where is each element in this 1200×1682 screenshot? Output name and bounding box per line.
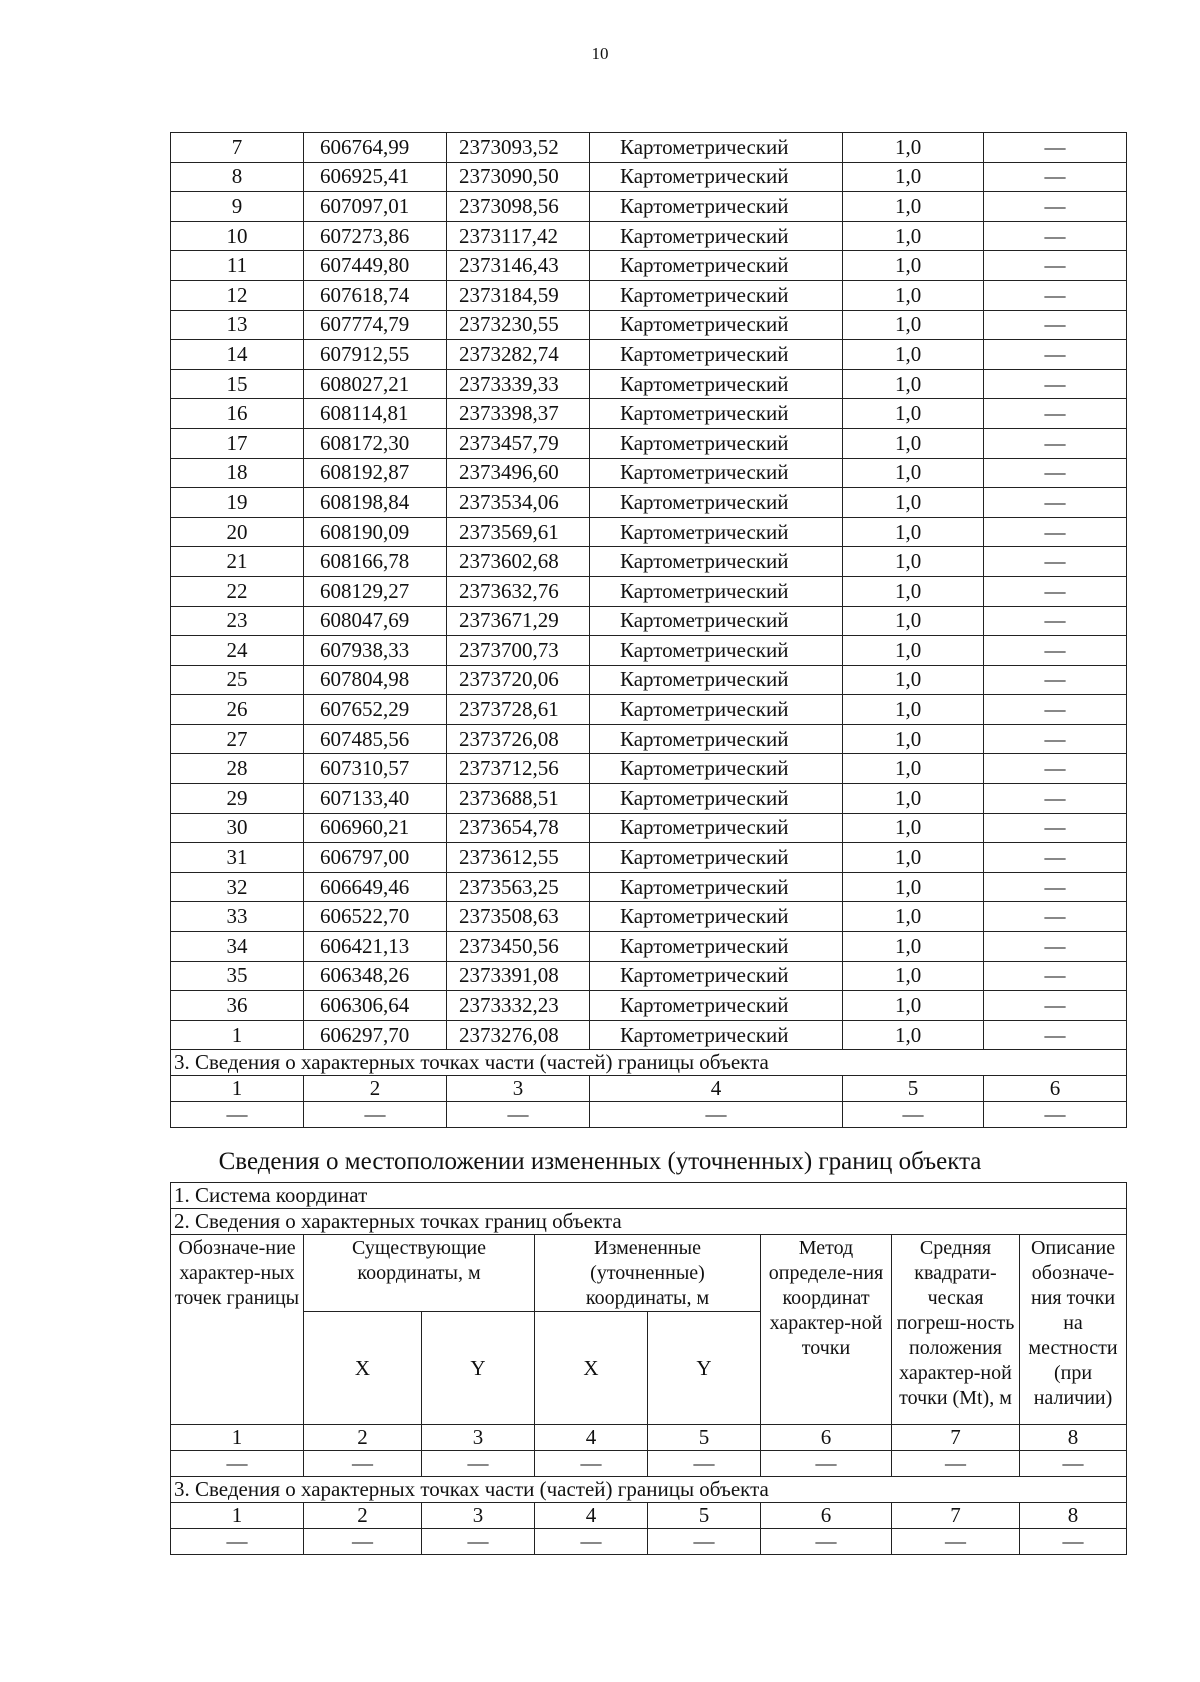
x-coordinate-cell: 608166,78 xyxy=(304,547,447,577)
part-col-number: 6 xyxy=(761,1503,892,1529)
empty-cell: — xyxy=(892,1529,1020,1555)
x-coordinate-cell: 608190,09 xyxy=(304,517,447,547)
method-cell: Картометрический xyxy=(590,428,843,458)
table-row xyxy=(171,932,1127,962)
y-coordinate-cell: 2373712,56 xyxy=(447,754,590,784)
table-row xyxy=(171,340,1127,370)
y-coordinate-cell: 2373602,68 xyxy=(447,547,590,577)
y-coordinate-cell: 2373282,74 xyxy=(447,340,590,370)
table-row xyxy=(171,576,1127,606)
error-cell: 1,0 xyxy=(843,399,984,429)
table-row xyxy=(171,991,1127,1021)
description-cell: — xyxy=(984,221,1127,251)
empty-cell: — xyxy=(892,1451,1020,1477)
x-coordinate-cell: 608198,84 xyxy=(304,488,447,518)
point-number-cell: 21 xyxy=(171,547,304,577)
y-coordinate-cell: 2373093,52 xyxy=(447,133,590,163)
point-number-cell: 19 xyxy=(171,488,304,518)
point-number-cell: 13 xyxy=(171,310,304,340)
description-cell: — xyxy=(984,813,1127,843)
point-number-cell: 35 xyxy=(171,961,304,991)
method-cell: Картометрический xyxy=(590,192,843,222)
table-row xyxy=(171,695,1127,725)
part-column-numbers-row xyxy=(171,1076,1127,1102)
description-cell: — xyxy=(984,784,1127,814)
error-cell: 1,0 xyxy=(843,902,984,932)
x-coordinate-cell: 607449,80 xyxy=(304,251,447,281)
point-number-cell: 1 xyxy=(171,1020,304,1050)
error-cell: 1,0 xyxy=(843,458,984,488)
x-coordinate-cell: 607133,40 xyxy=(304,784,447,814)
part-empty-row xyxy=(171,1102,1127,1128)
method-cell: Картометрический xyxy=(590,251,843,281)
point-number-cell: 7 xyxy=(171,133,304,163)
y-coordinate-cell: 2373457,79 xyxy=(447,428,590,458)
point-number-cell: 29 xyxy=(171,784,304,814)
table-row xyxy=(171,192,1127,222)
y-coordinate-cell: 2373339,33 xyxy=(447,369,590,399)
point-number-cell: 14 xyxy=(171,340,304,370)
method-cell: Картометрический xyxy=(590,162,843,192)
header-existing-x: X xyxy=(304,1312,422,1425)
header-changed-x: X xyxy=(535,1312,648,1425)
point-number-cell: 11 xyxy=(171,251,304,281)
method-cell: Картометрический xyxy=(590,813,843,843)
error-cell: 1,0 xyxy=(843,310,984,340)
point-number-cell: 28 xyxy=(171,754,304,784)
method-cell: Картометрический xyxy=(590,784,843,814)
point-number-cell: 18 xyxy=(171,458,304,488)
x-coordinate-cell: 607804,98 xyxy=(304,665,447,695)
point-number-cell: 10 xyxy=(171,221,304,251)
col-number: 2 xyxy=(304,1425,422,1451)
table-row xyxy=(171,1020,1127,1050)
col-number: 3 xyxy=(422,1425,535,1451)
method-cell: Картометрический xyxy=(590,695,843,725)
table-row xyxy=(171,488,1127,518)
y-coordinate-cell: 2373700,73 xyxy=(447,636,590,666)
part-col-number: 4 xyxy=(535,1503,648,1529)
method-cell: Картометрический xyxy=(590,636,843,666)
points-section-row xyxy=(171,1209,1127,1235)
error-cell: 1,0 xyxy=(843,280,984,310)
description-cell: — xyxy=(984,488,1127,518)
x-coordinate-cell: 608027,21 xyxy=(304,369,447,399)
method-cell: Картометрический xyxy=(590,280,843,310)
description-cell: — xyxy=(984,606,1127,636)
part-col-number: 5 xyxy=(843,1076,984,1102)
part-col-number: 3 xyxy=(447,1076,590,1102)
part-col-number: 3 xyxy=(422,1503,535,1529)
method-cell: Картометрический xyxy=(590,843,843,873)
error-cell: 1,0 xyxy=(843,784,984,814)
x-coordinate-cell: 607618,74 xyxy=(304,280,447,310)
empty-cell: — xyxy=(171,1451,304,1477)
part-col-number: 2 xyxy=(304,1076,447,1102)
empty-cell: — xyxy=(304,1102,447,1128)
error-cell: 1,0 xyxy=(843,665,984,695)
table-row xyxy=(171,813,1127,843)
part-col-number: 1 xyxy=(171,1503,304,1529)
method-cell: Картометрический xyxy=(590,991,843,1021)
empty-cell: — xyxy=(843,1102,984,1128)
error-cell: 1,0 xyxy=(843,813,984,843)
table-row xyxy=(171,902,1127,932)
error-cell: 1,0 xyxy=(843,961,984,991)
y-coordinate-cell: 2373450,56 xyxy=(447,932,590,962)
method-cell: Картометрический xyxy=(590,961,843,991)
y-coordinate-cell: 2373391,08 xyxy=(447,961,590,991)
y-coordinate-cell: 2373563,25 xyxy=(447,872,590,902)
point-number-cell: 25 xyxy=(171,665,304,695)
part-section-title: 3. Сведения о характерных точках части (частей) границы объекта xyxy=(171,1050,1127,1076)
x-coordinate-cell: 607310,57 xyxy=(304,754,447,784)
empty-cell: — xyxy=(422,1451,535,1477)
col-number: 6 xyxy=(761,1425,892,1451)
y-coordinate-cell: 2373276,08 xyxy=(447,1020,590,1050)
error-cell: 1,0 xyxy=(843,991,984,1021)
description-cell: — xyxy=(984,724,1127,754)
header-description: Описание обозначе-ния точки на местности (при наличии) xyxy=(1020,1235,1127,1425)
method-cell: Картометрический xyxy=(590,221,843,251)
point-number-cell: 32 xyxy=(171,872,304,902)
boundary-points-body xyxy=(171,133,1127,1050)
empty-cell: — xyxy=(304,1451,422,1477)
table-row xyxy=(171,961,1127,991)
table-row xyxy=(171,606,1127,636)
y-coordinate-cell: 2373146,43 xyxy=(447,251,590,281)
error-cell: 1,0 xyxy=(843,133,984,163)
table-row xyxy=(171,636,1127,666)
method-cell: Картометрический xyxy=(590,369,843,399)
part-col-number: 7 xyxy=(892,1503,1020,1529)
table-row xyxy=(171,872,1127,902)
y-coordinate-cell: 2373090,50 xyxy=(447,162,590,192)
description-cell: — xyxy=(984,576,1127,606)
points-section-title: 2. Сведения о характерных точках границ объекта xyxy=(171,1209,1127,1235)
part-col-number: 1 xyxy=(171,1076,304,1102)
y-coordinate-cell: 2373534,06 xyxy=(447,488,590,518)
x-coordinate-cell: 608192,87 xyxy=(304,458,447,488)
error-cell: 1,0 xyxy=(843,636,984,666)
x-coordinate-cell: 608129,27 xyxy=(304,576,447,606)
error-cell: 1,0 xyxy=(843,843,984,873)
description-cell: — xyxy=(984,251,1127,281)
description-cell: — xyxy=(984,192,1127,222)
point-number-cell: 22 xyxy=(171,576,304,606)
header-existing-y: Y xyxy=(422,1312,535,1425)
part-col-number: 4 xyxy=(590,1076,843,1102)
table-row xyxy=(171,665,1127,695)
empty-cell: — xyxy=(1020,1529,1127,1555)
empty-cell: — xyxy=(171,1529,304,1555)
point-number-cell: 26 xyxy=(171,695,304,725)
column-numbers-row xyxy=(171,1425,1127,1451)
part-col-number: 8 xyxy=(1020,1503,1127,1529)
part-empty-row xyxy=(171,1529,1127,1555)
empty-cell: — xyxy=(761,1529,892,1555)
description-cell: — xyxy=(984,991,1127,1021)
changed-boundaries-table xyxy=(170,1182,1127,1555)
description-cell: — xyxy=(984,1020,1127,1050)
description-cell: — xyxy=(984,369,1127,399)
method-cell: Картометрический xyxy=(590,458,843,488)
method-cell: Картометрический xyxy=(590,488,843,518)
description-cell: — xyxy=(984,902,1127,932)
empty-cell: — xyxy=(171,1102,304,1128)
x-coordinate-cell: 607774,79 xyxy=(304,310,447,340)
description-cell: — xyxy=(984,932,1127,962)
header-changed-y: Y xyxy=(648,1312,761,1425)
description-cell: — xyxy=(984,636,1127,666)
x-coordinate-cell: 606960,21 xyxy=(304,813,447,843)
y-coordinate-cell: 2373688,51 xyxy=(447,784,590,814)
table-row xyxy=(171,843,1127,873)
point-number-cell: 36 xyxy=(171,991,304,1021)
col-number: 7 xyxy=(892,1425,1020,1451)
description-cell: — xyxy=(984,843,1127,873)
x-coordinate-cell: 608047,69 xyxy=(304,606,447,636)
description-cell: — xyxy=(984,280,1127,310)
method-cell: Картометрический xyxy=(590,517,843,547)
table-row xyxy=(171,458,1127,488)
part-section-row xyxy=(171,1477,1127,1503)
error-cell: 1,0 xyxy=(843,369,984,399)
x-coordinate-cell: 606522,70 xyxy=(304,902,447,932)
table-row xyxy=(171,784,1127,814)
section-title: Сведения о местоположении измененных (уточненных) границ объекта xyxy=(218,1148,982,1175)
x-coordinate-cell: 607912,55 xyxy=(304,340,447,370)
x-coordinate-cell: 606925,41 xyxy=(304,162,447,192)
part-section-title: 3. Сведения о характерных точках части (частей) границы объекта xyxy=(171,1477,1127,1503)
header-row xyxy=(171,1235,1127,1312)
point-number-cell: 33 xyxy=(171,902,304,932)
coord-system-row xyxy=(171,1183,1127,1209)
error-cell: 1,0 xyxy=(843,547,984,577)
part-col-number: 6 xyxy=(984,1076,1127,1102)
method-cell: Картометрический xyxy=(590,547,843,577)
part-col-number: 2 xyxy=(304,1503,422,1529)
method-cell: Картометрический xyxy=(590,724,843,754)
empty-cell: — xyxy=(304,1529,422,1555)
y-coordinate-cell: 2373726,08 xyxy=(447,724,590,754)
empty-cell: — xyxy=(984,1102,1127,1128)
method-cell: Картометрический xyxy=(590,606,843,636)
part-col-number: 5 xyxy=(648,1503,761,1529)
error-cell: 1,0 xyxy=(843,872,984,902)
col-number: 5 xyxy=(648,1425,761,1451)
error-cell: 1,0 xyxy=(843,428,984,458)
y-coordinate-cell: 2373728,61 xyxy=(447,695,590,725)
error-cell: 1,0 xyxy=(843,162,984,192)
y-coordinate-cell: 2373098,56 xyxy=(447,192,590,222)
method-cell: Картометрический xyxy=(590,310,843,340)
header-existing-coords: Существующие координаты, м xyxy=(304,1235,535,1312)
empty-cell: — xyxy=(447,1102,590,1128)
error-cell: 1,0 xyxy=(843,1020,984,1050)
y-coordinate-cell: 2373569,61 xyxy=(447,517,590,547)
method-cell: Картометрический xyxy=(590,902,843,932)
x-coordinate-cell: 606764,99 xyxy=(304,133,447,163)
empty-cell: — xyxy=(648,1529,761,1555)
x-coordinate-cell: 607485,56 xyxy=(304,724,447,754)
method-cell: Картометрический xyxy=(590,576,843,606)
error-cell: 1,0 xyxy=(843,576,984,606)
empty-cell: — xyxy=(648,1451,761,1477)
x-coordinate-cell: 607097,01 xyxy=(304,192,447,222)
x-coordinate-cell: 607652,29 xyxy=(304,695,447,725)
table-row xyxy=(171,162,1127,192)
description-cell: — xyxy=(984,961,1127,991)
part-column-numbers-row xyxy=(171,1503,1127,1529)
table-row xyxy=(171,221,1127,251)
x-coordinate-cell: 606797,00 xyxy=(304,843,447,873)
x-coordinate-cell: 607273,86 xyxy=(304,221,447,251)
error-cell: 1,0 xyxy=(843,517,984,547)
method-cell: Картометрический xyxy=(590,133,843,163)
x-coordinate-cell: 606421,13 xyxy=(304,932,447,962)
col-number: 1 xyxy=(171,1425,304,1451)
point-number-cell: 8 xyxy=(171,162,304,192)
table-row xyxy=(171,428,1127,458)
error-cell: 1,0 xyxy=(843,221,984,251)
description-cell: — xyxy=(984,458,1127,488)
description-cell: — xyxy=(984,340,1127,370)
table-row xyxy=(171,369,1127,399)
point-number-cell: 15 xyxy=(171,369,304,399)
col-number: 8 xyxy=(1020,1425,1127,1451)
y-coordinate-cell: 2373612,55 xyxy=(447,843,590,873)
method-cell: Картометрический xyxy=(590,932,843,962)
description-cell: — xyxy=(984,517,1127,547)
y-coordinate-cell: 2373496,60 xyxy=(447,458,590,488)
col-number: 4 xyxy=(535,1425,648,1451)
y-coordinate-cell: 2373117,42 xyxy=(447,221,590,251)
description-cell: — xyxy=(984,162,1127,192)
y-coordinate-cell: 2373720,06 xyxy=(447,665,590,695)
table-row xyxy=(171,547,1127,577)
error-cell: 1,0 xyxy=(843,488,984,518)
error-cell: 1,0 xyxy=(843,251,984,281)
error-cell: 1,0 xyxy=(843,754,984,784)
description-cell: — xyxy=(984,133,1127,163)
error-cell: 1,0 xyxy=(843,695,984,725)
description-cell: — xyxy=(984,310,1127,340)
description-cell: — xyxy=(984,872,1127,902)
table-row xyxy=(171,251,1127,281)
y-coordinate-cell: 2373508,63 xyxy=(447,902,590,932)
table-row xyxy=(171,724,1127,754)
error-cell: 1,0 xyxy=(843,932,984,962)
point-number-cell: 20 xyxy=(171,517,304,547)
table-row xyxy=(171,310,1127,340)
boundary-points-table xyxy=(170,132,1127,1128)
x-coordinate-cell: 606306,64 xyxy=(304,991,447,1021)
description-cell: — xyxy=(984,665,1127,695)
error-cell: 1,0 xyxy=(843,606,984,636)
method-cell: Картометрический xyxy=(590,399,843,429)
empty-cell: — xyxy=(422,1529,535,1555)
error-cell: 1,0 xyxy=(843,340,984,370)
x-coordinate-cell: 607938,33 xyxy=(304,636,447,666)
point-number-cell: 12 xyxy=(171,280,304,310)
header-mean-error: Средняя квадрати-ческая погреш-ность положения характер-ной точки (Mt), м xyxy=(892,1235,1020,1425)
x-coordinate-cell: 608114,81 xyxy=(304,399,447,429)
table-row xyxy=(171,133,1127,163)
error-cell: 1,0 xyxy=(843,724,984,754)
empty-cell: — xyxy=(535,1529,648,1555)
y-coordinate-cell: 2373332,23 xyxy=(447,991,590,1021)
point-number-cell: 16 xyxy=(171,399,304,429)
method-cell: Картометрический xyxy=(590,872,843,902)
y-coordinate-cell: 2373654,78 xyxy=(447,813,590,843)
description-cell: — xyxy=(984,547,1127,577)
point-number-cell: 27 xyxy=(171,724,304,754)
method-cell: Картометрический xyxy=(590,340,843,370)
page-number: 10 xyxy=(591,44,609,63)
y-coordinate-cell: 2373230,55 xyxy=(447,310,590,340)
header-method: Метод определе-ния координат характер-ной точки xyxy=(761,1235,892,1425)
table-row xyxy=(171,280,1127,310)
table-row xyxy=(171,754,1127,784)
part-section-row xyxy=(171,1050,1127,1076)
point-number-cell: 9 xyxy=(171,192,304,222)
x-coordinate-cell: 608172,30 xyxy=(304,428,447,458)
empty-cell: — xyxy=(535,1451,648,1477)
method-cell: Картометрический xyxy=(590,1020,843,1050)
empty-cell: — xyxy=(590,1102,843,1128)
table-row xyxy=(171,399,1127,429)
empty-cell: — xyxy=(1020,1451,1127,1477)
x-coordinate-cell: 606297,70 xyxy=(304,1020,447,1050)
point-number-cell: 31 xyxy=(171,843,304,873)
y-coordinate-cell: 2373671,29 xyxy=(447,606,590,636)
error-cell: 1,0 xyxy=(843,192,984,222)
y-coordinate-cell: 2373184,59 xyxy=(447,280,590,310)
x-coordinate-cell: 606348,26 xyxy=(304,961,447,991)
point-number-cell: 23 xyxy=(171,606,304,636)
empty-row xyxy=(171,1451,1127,1477)
empty-cell: — xyxy=(761,1451,892,1477)
description-cell: — xyxy=(984,428,1127,458)
description-cell: — xyxy=(984,399,1127,429)
point-number-cell: 17 xyxy=(171,428,304,458)
point-number-cell: 24 xyxy=(171,636,304,666)
header-point-designation: Обозначе-ние характер-ных точек границы xyxy=(171,1235,304,1425)
coord-system-label: 1. Система координат xyxy=(171,1183,1127,1209)
method-cell: Картометрический xyxy=(590,665,843,695)
point-number-cell: 34 xyxy=(171,932,304,962)
x-coordinate-cell: 606649,46 xyxy=(304,872,447,902)
method-cell: Картометрический xyxy=(590,754,843,784)
description-cell: — xyxy=(984,754,1127,784)
header-changed-coords: Измененные (уточненные) координаты, м xyxy=(535,1235,761,1312)
table-row xyxy=(171,517,1127,547)
point-number-cell: 30 xyxy=(171,813,304,843)
y-coordinate-cell: 2373632,76 xyxy=(447,576,590,606)
description-cell: — xyxy=(984,695,1127,725)
y-coordinate-cell: 2373398,37 xyxy=(447,399,590,429)
